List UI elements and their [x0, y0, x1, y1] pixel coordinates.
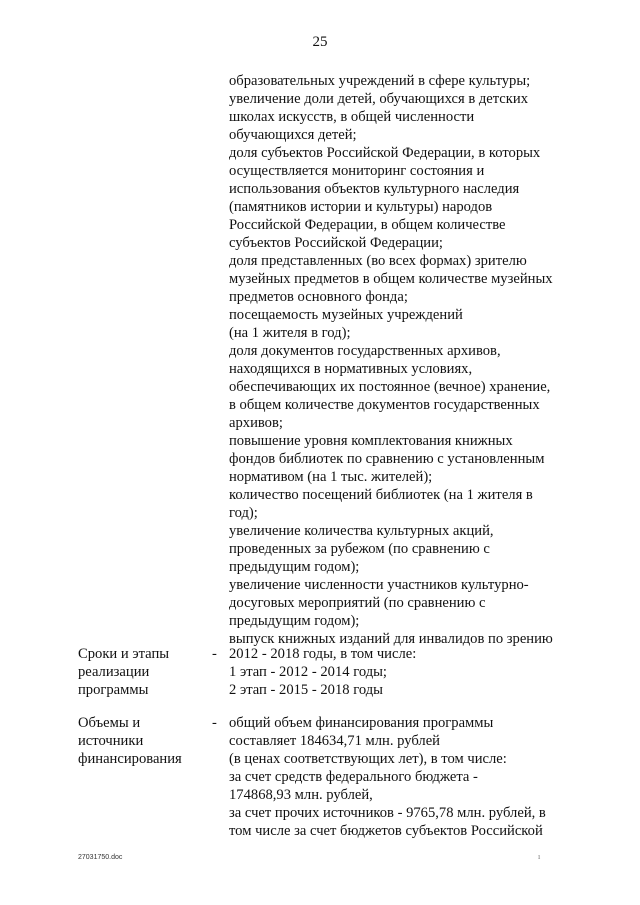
- text-line: доля субъектов Российской Федерации, в которых: [229, 145, 541, 161]
- text-line: школах искусств, в общей численности: [229, 109, 475, 125]
- text-line: использования объектов культурного наследия: [229, 181, 520, 197]
- text-line: доля документов государственных архивов,: [229, 343, 501, 359]
- text-line: за счет средств федерального бюджета -: [229, 769, 478, 785]
- corner-mark: ı: [538, 852, 541, 861]
- text-line: посещаемость музейных учреждений: [229, 307, 463, 323]
- text-line: (памятников истории и культуры) народов: [229, 199, 493, 215]
- text-line: нормативом (на 1 тыс. жителей);: [229, 469, 433, 485]
- text-line: выпуск книжных изданий для инвалидов по зрению: [229, 631, 553, 647]
- text-line: год);: [229, 505, 258, 521]
- text-line: предыдущим годом);: [229, 559, 360, 575]
- text-line: увеличение количества культурных акций,: [229, 523, 494, 539]
- text-line: источники: [78, 733, 144, 749]
- text-line: Объемы и: [78, 715, 141, 731]
- text-line: реализации: [78, 664, 150, 680]
- section-label: [78, 645, 208, 699]
- section-content: [229, 714, 594, 840]
- text-line: за счет прочих источников - 9765,78 млн. рублей, в: [229, 805, 546, 821]
- text-line: предметов основного фонда;: [229, 289, 408, 305]
- document-filename: 27031750.doc: [78, 854, 123, 861]
- text-line: находящихся в нормативных условиях,: [229, 361, 473, 377]
- text-line: субъектов Российской Федерации;: [229, 235, 443, 251]
- text-line: 2012 - 2018 годы, в том числе:: [229, 646, 417, 662]
- text-line: количество посещений библиотек (на 1 жителя в: [229, 487, 533, 503]
- text-line: 174868,93 млн. рублей,: [229, 787, 373, 803]
- text-line: Сроки и этапы: [78, 646, 170, 662]
- text-line: проведенных за рубежом (по сравнению с: [229, 541, 490, 557]
- text-line: увеличение численности участников культурно-: [229, 577, 529, 593]
- text-line: программы: [78, 682, 149, 698]
- text-line: увеличение доли детей, обучающихся в детских: [229, 91, 528, 107]
- text-line: обучающихся детей;: [229, 127, 357, 143]
- text-line: составляет 184634,71 млн. рублей: [229, 733, 440, 749]
- section-label: [78, 714, 208, 768]
- text-line: предыдущим годом);: [229, 613, 360, 629]
- text-line: (на 1 жителя в год);: [229, 325, 351, 341]
- indicator-list: [229, 72, 579, 648]
- text-line: том числе за счет бюджетов субъектов Российской: [229, 823, 543, 839]
- text-line: 1 этап - 2012 - 2014 годы;: [229, 664, 387, 680]
- section-dash: -: [212, 646, 217, 662]
- text-line: 2 этап - 2015 - 2018 годы: [229, 682, 383, 698]
- text-line: повышение уровня комплектования книжных: [229, 433, 513, 449]
- text-line: в общем количестве документов государственных: [229, 397, 540, 413]
- text-line: фондов библиотек по сравнению с установленным: [229, 451, 545, 467]
- text-line: осуществляется мониторинг состояния и: [229, 163, 485, 179]
- text-line: музейных предметов в общем количестве музейных: [229, 271, 553, 287]
- section-dash: -: [212, 715, 217, 731]
- text-line: доля представленных (во всех формах) зрителю: [229, 253, 527, 269]
- text-line: общий объем финансирования программы: [229, 715, 494, 731]
- text-line: образовательных учреждений в сфере культуры;: [229, 73, 531, 89]
- text-line: финансирования: [78, 751, 182, 767]
- text-line: архивов;: [229, 415, 283, 431]
- page-number: 25: [312, 34, 328, 50]
- text-line: Российской Федерации, в общем количестве: [229, 217, 506, 233]
- text-line: (в ценах соответствующих лет), в том числе:: [229, 751, 507, 767]
- section-content: [229, 645, 594, 699]
- text-line: досуговых мероприятий (по сравнению с: [229, 595, 486, 611]
- text-line: обеспечивающих их постоянное (вечное) хранение,: [229, 379, 551, 395]
